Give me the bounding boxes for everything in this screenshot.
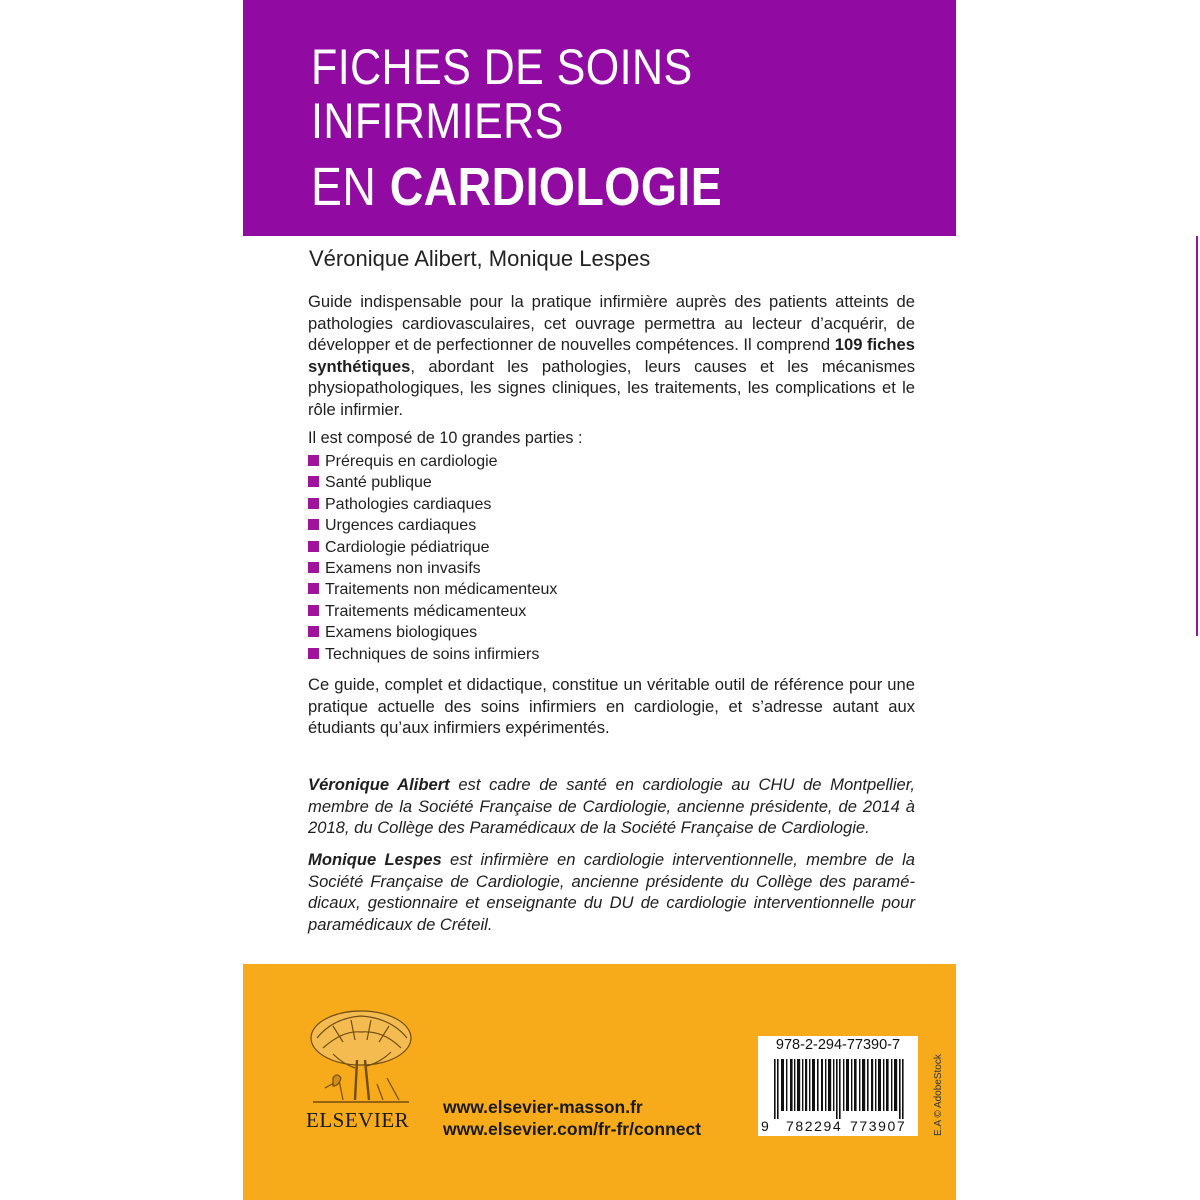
square-bullet-icon [308,648,319,659]
description-part-1: Guide indispensable pour la pratique infirmière auprès des patients atteints de pathologies cardiovasculaires, cet ouvrage permettra au lecteur d’acquérir, de développer et de perfectionner de nouvelles compétences. Il comprend [308,292,915,355]
url-elsevier-masson[interactable]: www.elsevier-masson.fr [443,1097,643,1117]
authors: Véronique Alibert, Monique Lespes [309,246,651,271]
elsevier-tree-logo-icon [303,1008,419,1108]
barcode-digits-group-1: 782294 [786,1118,843,1134]
square-bullet-icon [308,498,319,509]
barcode-block [758,1036,918,1136]
list-item-label: Prérequis en cardiologie [325,453,498,470]
square-bullet-icon [308,541,319,552]
list-item-label: Santé publique [325,474,432,492]
square-bullet-icon [308,562,319,573]
square-bullet-icon [308,455,319,466]
square-bullet-icon [308,583,319,594]
square-bullet-icon [308,626,319,637]
list-item-label: Traitements médicamenteux [325,602,527,620]
list-item-label: Examens biologiques [325,624,478,642]
publisher-urls [443,1096,701,1140]
square-bullet-icon [308,476,319,487]
bio-text: est cadre de santé en cardiologie au CHU de Montpellier, membre de la Société Française de Cardiologie, ancienne présidente, de 2014 à 2018, du Collège des Paramédicaux de la Société Française de Cardiologie. [308,775,916,838]
title-prefix: EN [311,157,390,217]
parts-list [308,451,557,665]
title-band [243,0,956,236]
description-bold: 109 fiches synthétiques [308,335,915,376]
title-line-2: INFIRMIERS [311,93,564,149]
list-item [308,622,557,643]
list-item-label: Examens non invasifs [325,559,481,577]
list-item [308,579,557,600]
title-line-3 [311,156,722,218]
list-item [308,494,557,515]
square-bullet-icon [308,605,319,616]
description [308,291,915,421]
list-item [308,515,557,536]
title-keyword: CARDIOLOGIE [389,157,723,217]
list-item-label: Urgences cardiaques [325,517,477,535]
list-intro: Il est composé de 10 grandes parties : [308,429,583,447]
title-line-1: FICHES DE SOINS [311,39,693,95]
list-item [308,451,557,472]
list-item [308,558,557,579]
book-back-cover [243,0,956,1200]
decorative-rule [1196,236,1198,636]
list-item-label: Pathologies cardiaques [325,495,492,513]
author-bio-1 [308,774,915,839]
list-item [308,644,557,665]
list-item-label: Cardiologie pédiatrique [325,538,490,556]
bio-author-name: Véronique Alibert [308,775,450,794]
square-bullet-icon [308,519,319,530]
list-item-label: Traitements non médicamenteux [325,581,558,599]
bio-author-name: Monique Lespes [308,850,442,869]
publisher-band [243,964,956,1200]
publisher-name: ELSEVIER [306,1108,410,1132]
author-bio-2 [308,849,915,935]
list-item [308,537,557,558]
barcode-digits-group-2: 773907 [850,1118,907,1134]
closing-paragraph: Ce guide, complet et didactique, constitue un véritable outil de référence pour une pratique actuelle des soins infirmiers en cardiologie, et s’adresse autant aux étudiants qu’aux infirmiers expérimentés. [308,675,915,738]
list-item-label: Techniques de soins infirmiers [325,645,540,663]
barcode-digit-first: 9 [761,1118,769,1134]
list-item [308,472,557,493]
bio-text: est infirmière en cardiologie interventionnelle, membre de la Société Française de Cardiologie, ancienne présidente du Collège des paramé-dicaux, gestionnaire et enseignante du DU de cardiologie interventionnelle pour paramédicaux de Créteil. [308,850,915,934]
description-part-2: , abordant les pathologies, leurs causes et les mécanismes physiopathologiques, les signes cliniques, les traitements, les complications et le rôle infirmier. [308,356,915,419]
isbn-barcode-icon [764,1059,912,1119]
image-credit: E.A © AdobeStock [933,1054,944,1136]
url-elsevier-connect[interactable]: www.elsevier.com/fr-fr/connect [443,1119,702,1139]
list-item [308,601,557,622]
isbn-number: 978-2-294-77390-7 [775,1037,901,1053]
